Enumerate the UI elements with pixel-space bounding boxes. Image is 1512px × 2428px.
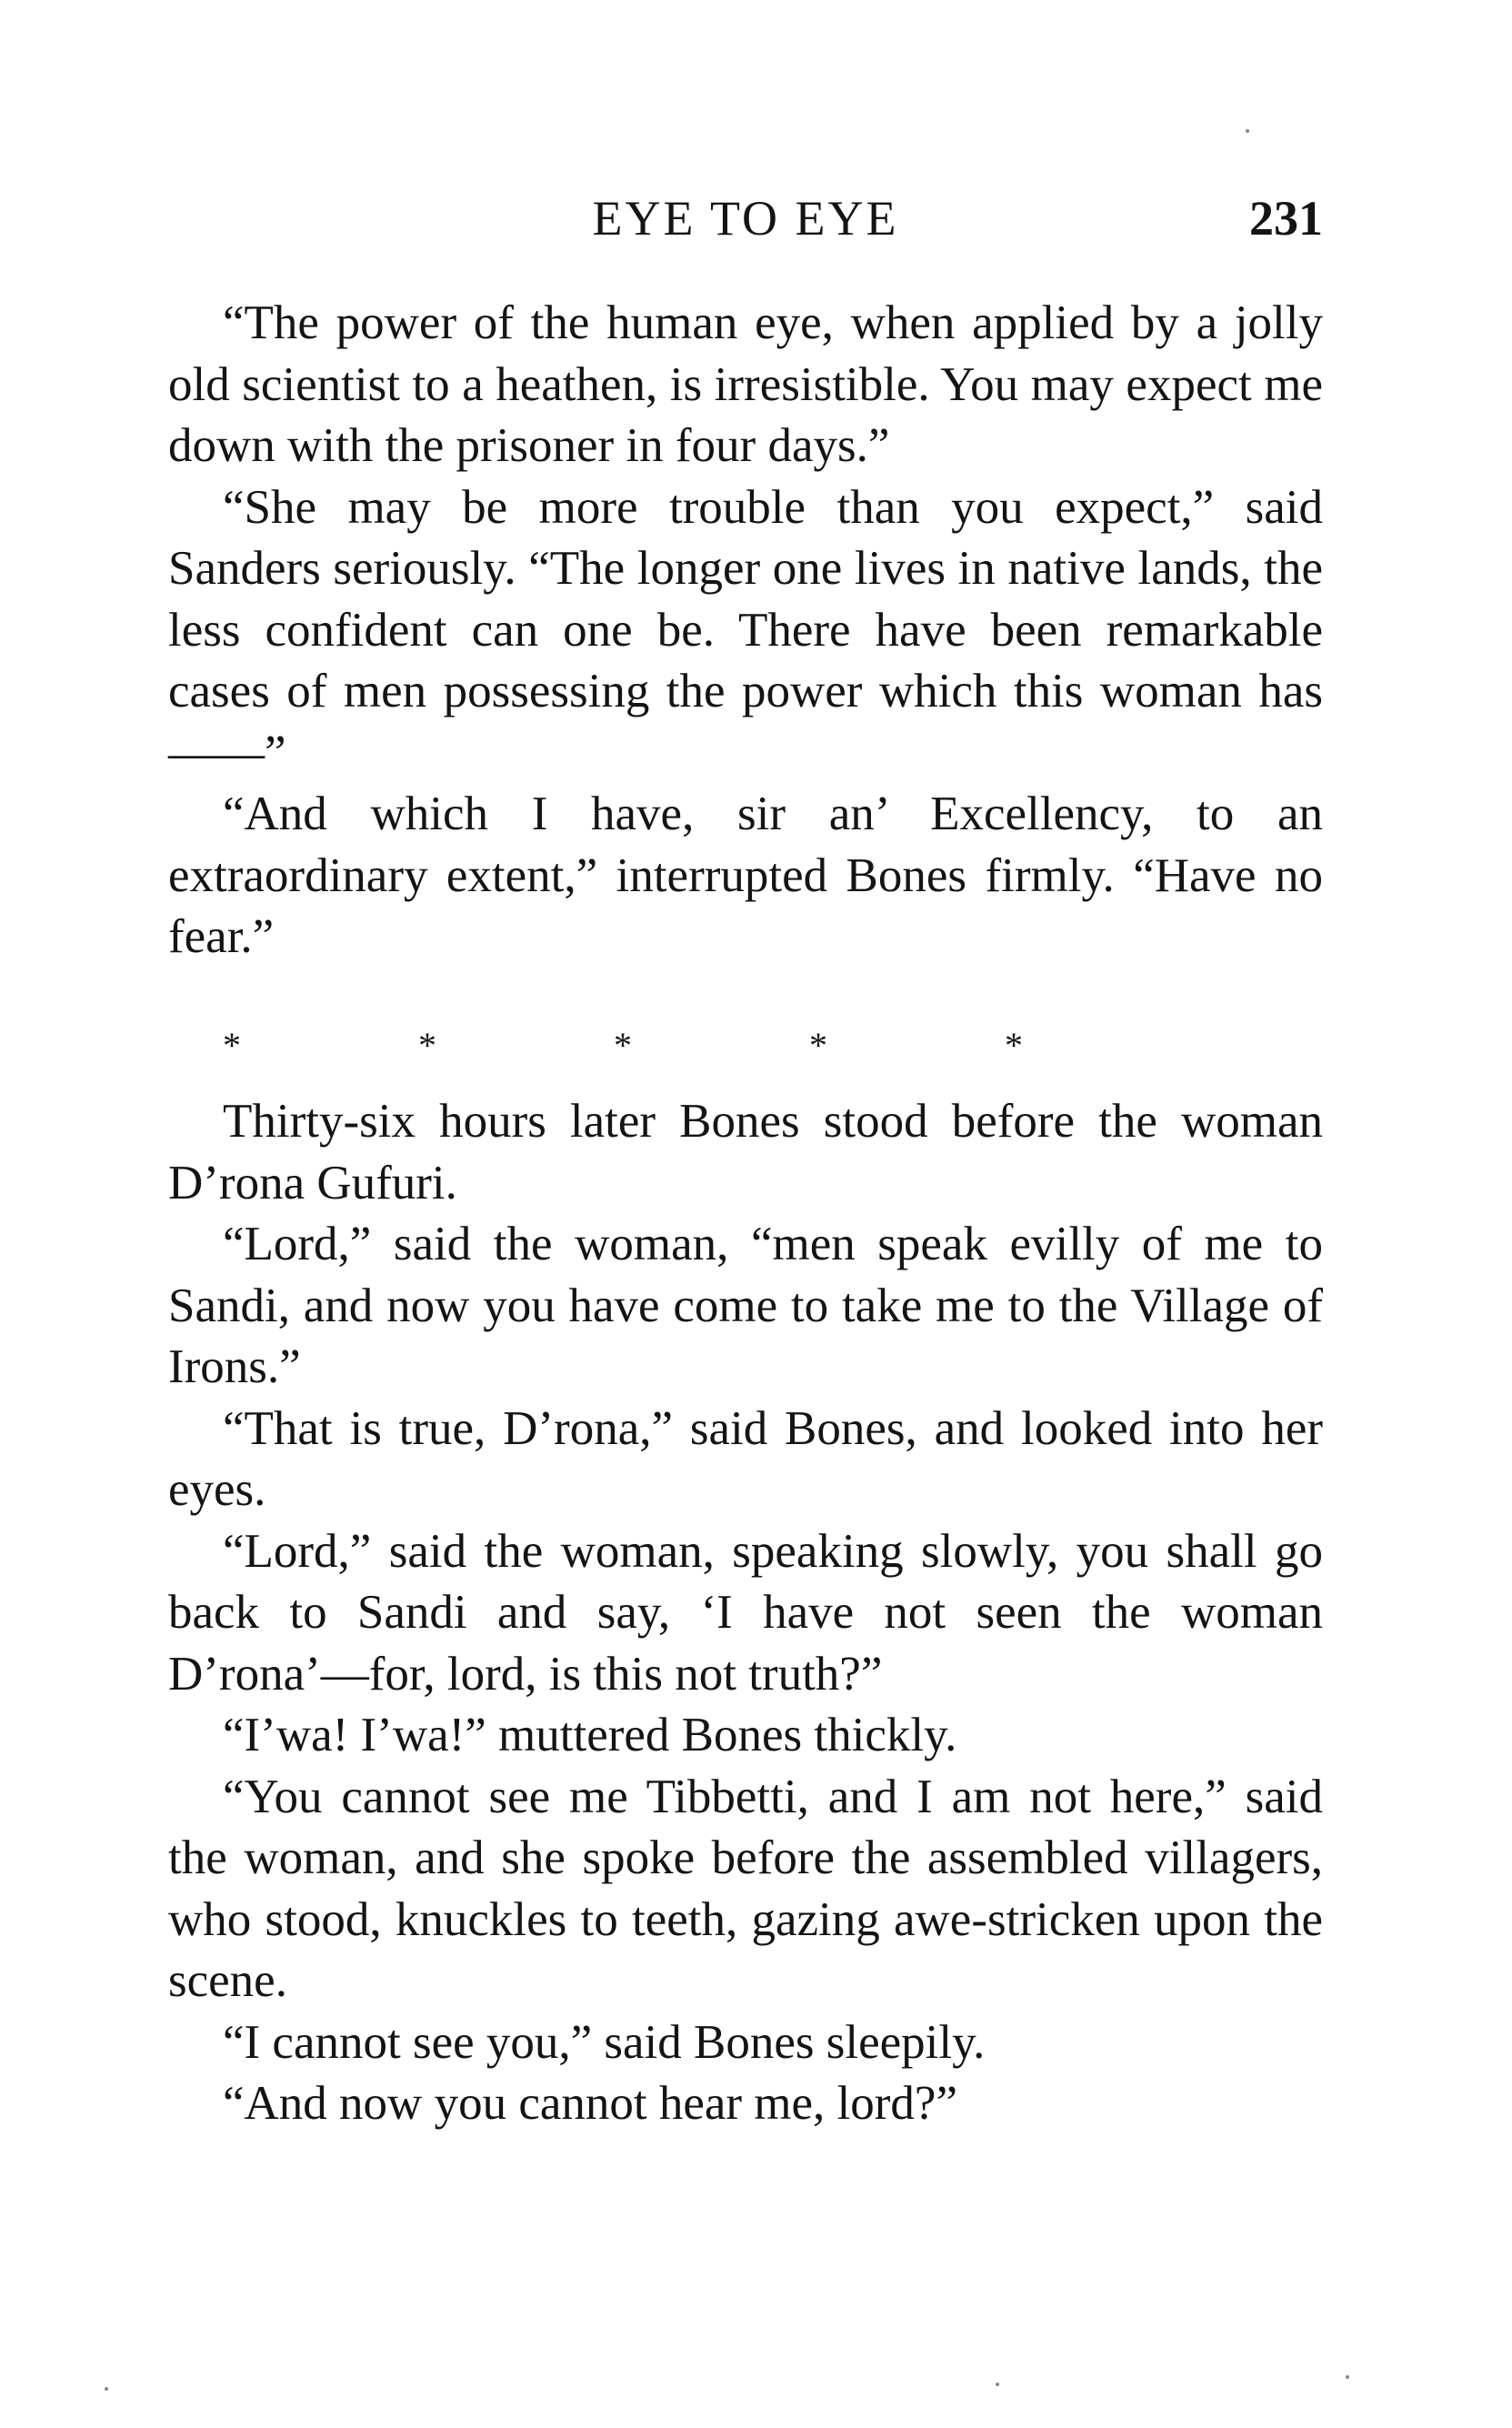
section-break-star: * bbox=[418, 1025, 436, 1066]
text-block-before-break bbox=[168, 293, 1323, 968]
paper-speck bbox=[105, 2387, 108, 2391]
section-break-star: * bbox=[223, 1025, 241, 1066]
text-block-after-break bbox=[168, 1091, 1323, 2135]
section-break bbox=[168, 1018, 1323, 1073]
page-number: 231 bbox=[1249, 191, 1323, 246]
paragraph: “Lord,” said the woman, “men speak evilly of me to Sandi, and now you have come to take me to the Village of Irons.” bbox=[168, 1218, 1323, 1393]
paragraph: “Lord,” said the woman, speaking slowly, you shall go back to Sandi and say, ‘I have not seen the woman D’rona’—for, lord, is this not truth?” bbox=[168, 1524, 1323, 1701]
running-title: EYE TO EYE bbox=[592, 191, 899, 246]
paragraph: “She may be more trouble than you expect,” said Sanders seriously. “The longer one lives in native lands, the less confident can one be. There have been remarkable cases of men possessing the power which this woman has——” bbox=[168, 480, 1323, 779]
paragraph: Thirty-six hours later Bones stood before the woman D’rona Gufuri. bbox=[168, 1095, 1323, 1209]
paragraph: “And now you cannot hear me, lord?” bbox=[223, 2077, 957, 2130]
paragraph: “I’wa! I’wa!” muttered Bones thickly. bbox=[223, 1709, 957, 1761]
section-break-star: * bbox=[1005, 1025, 1023, 1066]
section-break-star: * bbox=[614, 1025, 632, 1066]
paragraph: “That is true, D’rona,” said Bones, and looked into her eyes. bbox=[168, 1401, 1323, 1516]
paper-speck bbox=[996, 2383, 999, 2386]
paragraph: “You cannot see me Tibbetti, and I am not here,” said the woman, and she spoke before the assembled villagers, who stood, knuckles to teeth, gazing awe-stricken upon the scene. bbox=[168, 1770, 1323, 2007]
paper-speck bbox=[1346, 2375, 1349, 2379]
paragraph: “The power of the human eye, when applied by a jolly old scientist to a heathen, is irresistible. You may expect me down with the prisoner in four days.” bbox=[168, 296, 1323, 472]
paper-speck bbox=[1246, 129, 1249, 133]
paragraph: “And which I have, sir an’ Excellency, to an extraordinary extent,” interrupted Bones firmly. “Have no fear.” bbox=[168, 788, 1323, 963]
section-break-star: * bbox=[809, 1025, 827, 1066]
paragraph: “I cannot see you,” said Bones sleepily. bbox=[223, 2015, 986, 2069]
page-header bbox=[168, 186, 1323, 250]
